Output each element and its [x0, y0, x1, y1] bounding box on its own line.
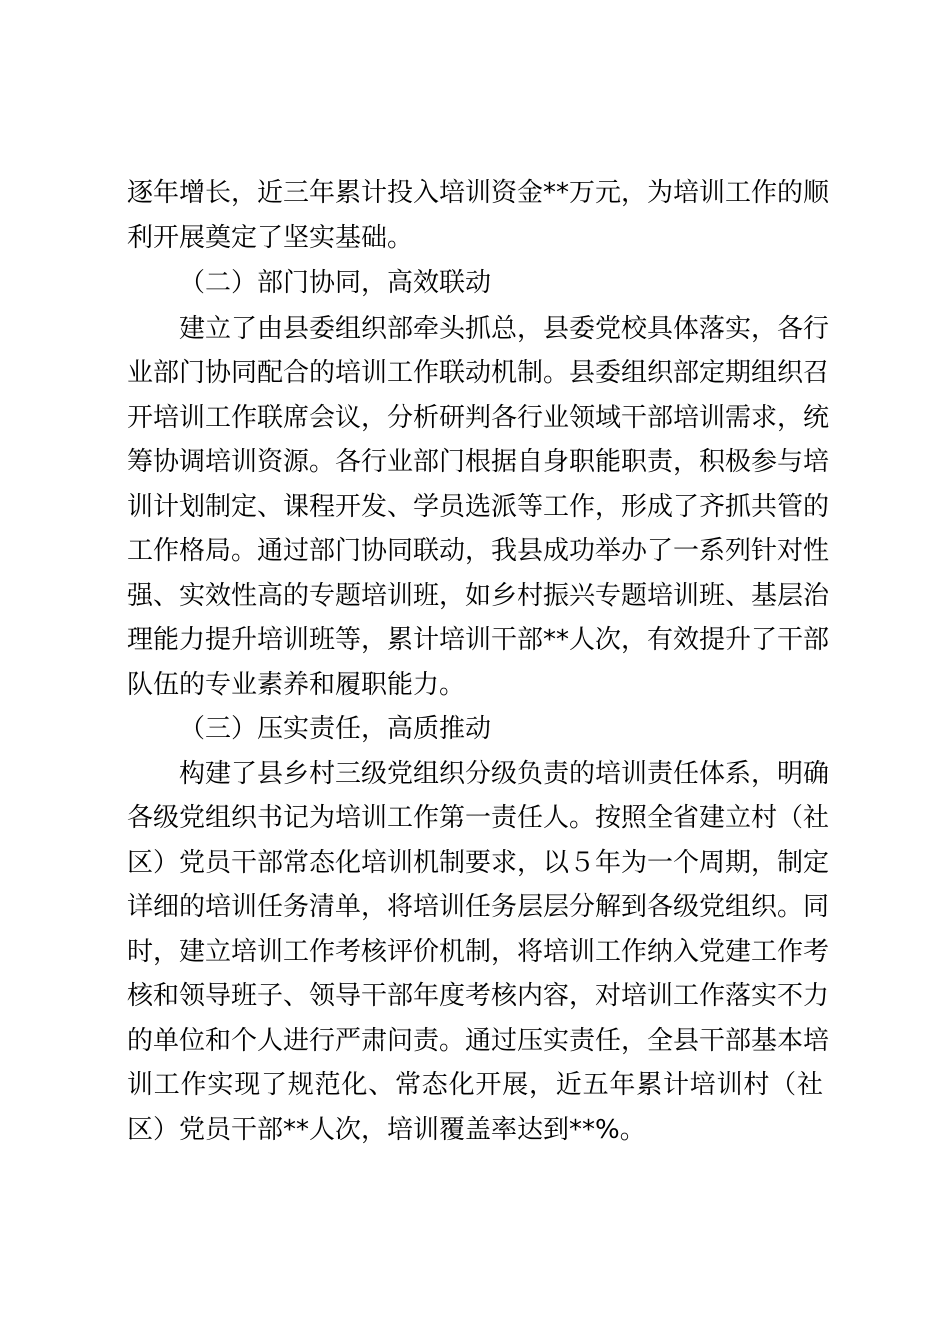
paragraph-2-line-9: 队伍的专业素养和履职能力。 [127, 670, 466, 700]
paragraph-3-line-8: 训工作实现了规范化、常态化开展，近五年累计培训村（社 [127, 1070, 823, 1100]
paragraph-2-line-7: 强、实效性高的专题培训班，如乡村振兴专题培训班、基层治 [127, 581, 830, 611]
paragraph-3-line-2: 各级党组织书记为培训工作第一责任人。按照全省建立村（社 [127, 803, 830, 833]
paragraph-3-line-5: 时，建立培训工作考核评价机制，将培训工作纳入党建工作考 [127, 937, 830, 967]
paragraph-2-line-6: 工作格局。通过部门协同联动，我县成功举办了一系列针对性 [127, 536, 830, 566]
paragraph-1-line-2: 利开展奠定了坚实基础。 [127, 223, 414, 253]
paragraph-2-line-4: 筹协调培训资源。各行业部门根据自身职能职责，积极参与培 [127, 447, 830, 477]
paragraph-1-line-1: 逐年增长，近三年累计投入培训资金**万元，为培训工作的顺 [127, 178, 830, 208]
paragraph-2-line-5: 训计划制定、课程开发、学员选派等工作，形成了齐抓共管的 [127, 492, 830, 522]
paragraph-2-line-3: 开培训工作联席会议，分析研判各行业领域干部培训需求，统 [127, 403, 830, 433]
paragraph-3-line-9: 区）党员干部**人次，培训覆盖率达到**%。 [127, 1115, 646, 1145]
paragraph-2-line-8: 理能力提升培训班等，累计培训干部**人次，有效提升了干部 [127, 625, 830, 655]
section-heading-3: （三）压实责任，高质推动 [179, 714, 492, 744]
paragraph-2-line-2: 业部门协同配合的培训工作联动机制。县委组织部定期组织召 [127, 358, 830, 388]
section-heading-2: （二）部门协同，高效联动 [179, 268, 492, 298]
paragraph-3-line-1: 构建了县乡村三级党组织分级负责的培训责任体系，明确 [179, 759, 830, 789]
paragraph-3-line-7: 的单位和个人进行严肃问责。通过压实责任，全县干部基本培 [127, 1026, 830, 1056]
paragraph-2-line-1: 建立了由县委组织部牵头抓总，县委党校具体落实，各行 [179, 314, 830, 344]
paragraph-3-line-4: 详细的培训任务清单，将培训任务层层分解到各级党组织。同 [127, 892, 830, 922]
paragraph-3-line-3: 区）党员干部常态化培训机制要求，以５年为一个周期，制定 [127, 848, 830, 878]
paragraph-3-line-6: 核和领导班子、领导干部年度考核内容，对培训工作落实不力 [127, 981, 830, 1011]
